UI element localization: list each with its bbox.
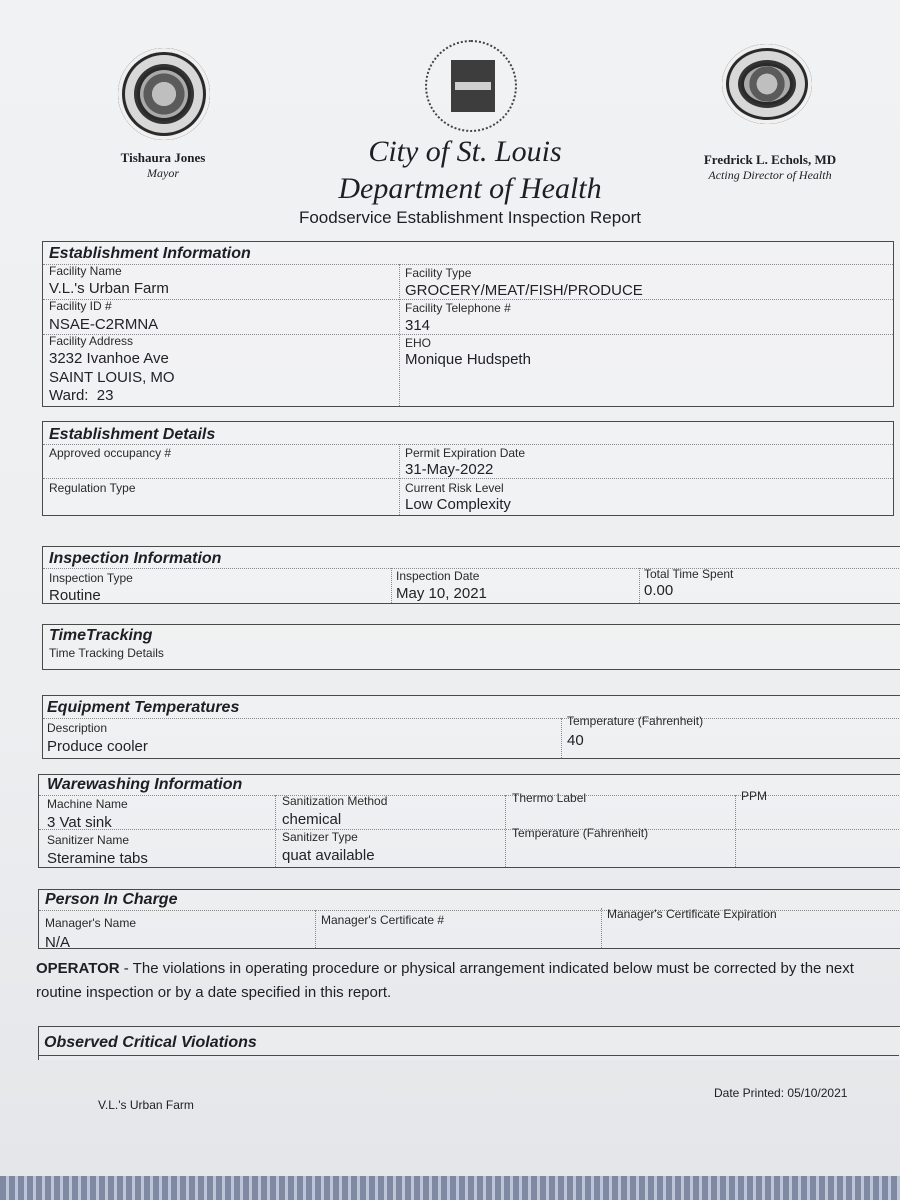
- public-health-accreditation-seal-icon: [425, 40, 517, 132]
- risk-level-label: Current Risk Level: [405, 481, 504, 495]
- section-title: Establishment Details: [49, 426, 216, 443]
- city-heading: City of St. Louis: [368, 135, 562, 168]
- inspection-date-label: Inspection Date: [396, 569, 480, 583]
- permit-expiration-label: Permit Expiration Date: [405, 446, 526, 460]
- date-printed-value: 05/10/2021: [787, 1086, 848, 1100]
- binder-edge: [0, 1176, 900, 1200]
- operator-heading: OPERATOR: [36, 960, 120, 977]
- facility-name-label: Facility Name: [49, 264, 122, 278]
- operator-text: - The violations in operating procedure or physical arrangement indicated below must be corrected by the next routine inspection or by a date specified in this report.: [36, 960, 854, 1001]
- section-title: Warewashing Information: [47, 776, 243, 793]
- section-title: Observed Critical Violations: [44, 1034, 257, 1051]
- inspection-information-section: [42, 546, 900, 604]
- date-printed: [714, 1086, 847, 1100]
- equipment-description-label: Description: [47, 721, 108, 735]
- sanitizer-type-label: Sanitizer Type: [282, 830, 358, 844]
- establishment-information-section: [42, 241, 894, 407]
- eho-label: EHO: [405, 336, 432, 350]
- critical-violations-section: [38, 1026, 900, 1060]
- sanitizer-type-value: quat available: [282, 847, 375, 864]
- sanitizer-name-label: Sanitizer Name: [47, 833, 130, 847]
- facility-id-label: Facility ID #: [49, 299, 112, 313]
- facility-telephone-value: 314: [405, 317, 431, 334]
- total-time-label: Total Time Spent: [644, 567, 734, 581]
- ppm-label: PPM: [741, 789, 768, 803]
- person-in-charge-section: [38, 889, 900, 949]
- footer-facility-name: V.L.'s Urban Farm: [98, 1098, 194, 1112]
- facility-id-value: NSAE-C2RMNA: [49, 316, 159, 333]
- address-line2: SAINT LOUIS, MO: [49, 369, 175, 386]
- manager-name-value: N/A: [45, 934, 71, 951]
- director-block: [690, 152, 850, 183]
- ward-value: Ward: 23: [49, 387, 114, 404]
- manager-name-label: Manager's Name: [45, 916, 136, 930]
- regulation-type-label: Regulation Type: [49, 481, 136, 495]
- section-title: Inspection Information: [49, 550, 222, 567]
- city-seal-icon: [118, 48, 210, 140]
- facility-address-label: Facility Address: [49, 334, 134, 348]
- machine-name-label: Machine Name: [47, 797, 128, 811]
- department-of-health-seal-icon: [722, 44, 812, 124]
- total-time-value: 0.00: [644, 582, 674, 599]
- risk-level-value: Low Complexity: [405, 496, 511, 513]
- warewashing-temperature-label: Temperature (Fahrenheit): [512, 826, 649, 840]
- department-heading: Department of Health: [338, 172, 602, 205]
- inspection-type-label: Inspection Type: [49, 571, 133, 585]
- time-tracking-section: [42, 624, 900, 670]
- mayor-title: Mayor: [147, 166, 179, 180]
- inspection-type-value: Routine: [49, 587, 101, 604]
- time-tracking-details-label: Time Tracking Details: [49, 646, 164, 660]
- address-line1: 3232 Ivanhoe Ave: [49, 350, 169, 367]
- inspection-date-value: May 10, 2021: [396, 585, 487, 602]
- equipment-description-value: Produce cooler: [47, 738, 148, 755]
- facility-type-label: Facility Type: [405, 266, 472, 280]
- warewashing-section: [38, 774, 900, 868]
- director-name: Fredrick L. Echols, MD: [703, 152, 837, 167]
- section-title: Person In Charge: [45, 891, 178, 908]
- sanitization-method-value: chemical: [282, 811, 342, 828]
- mayor-block: [100, 150, 226, 181]
- manager-certificate-expiration-label: Manager's Certificate Expiration: [607, 907, 777, 921]
- equipment-temperatures-section: [42, 695, 900, 759]
- manager-certificate-label: Manager's Certificate #: [321, 913, 445, 927]
- sanitization-method-label: Sanitization Method: [282, 794, 388, 808]
- establishment-details-section: [42, 421, 894, 516]
- permit-expiration-value: 31-May-2022: [405, 461, 494, 478]
- facility-type-value: GROCERY/MEAT/FISH/PRODUCE: [405, 282, 643, 299]
- director-title: Acting Director of Health: [708, 168, 832, 182]
- thermo-label-label: Thermo Label: [512, 791, 587, 805]
- machine-name-value: 3 Vat sink: [47, 814, 112, 831]
- equipment-temperature-label: Temperature (Fahrenheit): [567, 714, 704, 728]
- section-title: Equipment Temperatures: [47, 699, 240, 716]
- date-printed-label: Date Printed:: [714, 1086, 785, 1100]
- equipment-temperature-value: 40: [567, 732, 584, 749]
- operator-notice: [36, 957, 896, 1005]
- approved-occupancy-label: Approved occupancy #: [49, 446, 172, 460]
- section-title: TimeTracking: [49, 627, 153, 644]
- eho-value: Monique Hudspeth: [405, 351, 531, 368]
- facility-name-value: V.L.'s Urban Farm: [49, 280, 169, 297]
- mayor-name: Tishaura Jones: [120, 150, 206, 165]
- report-title: Foodservice Establishment Inspection Report: [298, 208, 642, 227]
- sanitizer-name-value: Steramine tabs: [47, 850, 148, 867]
- section-title: Establishment Information: [49, 245, 251, 262]
- facility-telephone-label: Facility Telephone #: [405, 301, 511, 315]
